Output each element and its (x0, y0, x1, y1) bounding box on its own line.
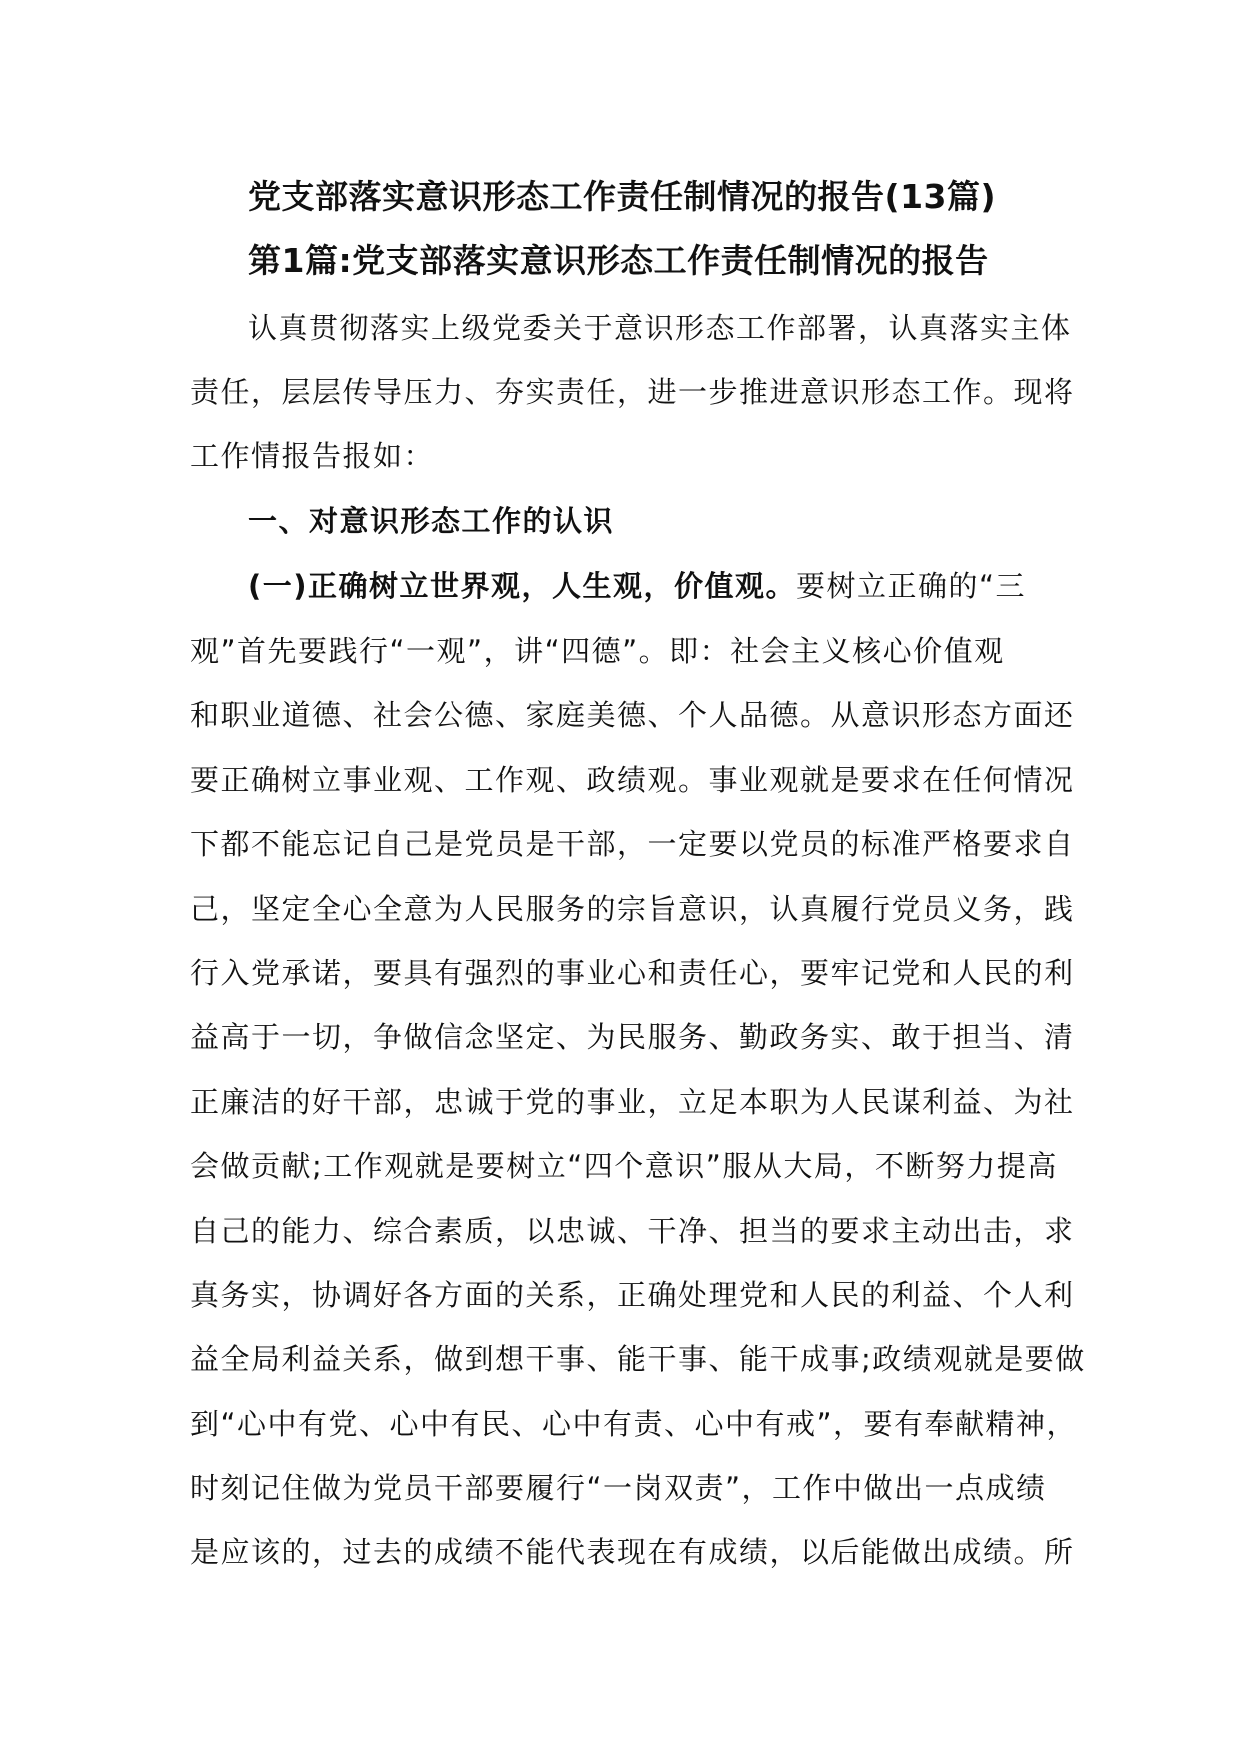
body-line: 是应该的，过去的成绩不能代表现在有成绩，以后能做出成绩。所 (190, 1535, 1075, 1569)
body-line: 益全局利益关系，做到想干事、能干事、能干成事;政绩观就是要做 (190, 1342, 1086, 1376)
body-line: 时刻记住做为党员干部要履行“一岗双责”，工作中做出一点成绩 (190, 1471, 1047, 1505)
body-line: 正廉洁的好干部，忠诚于党的事业，立足本职为人民谋利益、为社 (190, 1085, 1075, 1119)
subsection-text: 要树立正确的“三 (796, 569, 1027, 603)
intro-line: 责任，层层传导压力、夯实责任，进一步推进意识形态工作。现将 (190, 375, 1075, 409)
body-line: 行入党承诺，要具有强烈的事业心和责任心，要牢记党和人民的利 (190, 956, 1075, 990)
body-line: 己，坚定全心全意为人民服务的宗旨意识，认真履行党员义务，践 (190, 892, 1075, 926)
intro-line: 认真贯彻落实上级党委关于意识形态工作部署，认真落实主体 (248, 311, 1072, 345)
body-line: 益高于一切，争做信念坚定、为民服务、勤政务实、敢于担当、清 (190, 1020, 1075, 1054)
body-line: 观”首先要践行“一观”，讲“四德”。即：社会主义核心价值观 (190, 634, 1005, 668)
body-line: 和职业道德、社会公德、家庭美德、个人品德。从意识形态方面还 (190, 698, 1075, 732)
body-line: 真务实，协调好各方面的关系，正确处理党和人民的利益、个人利 (190, 1278, 1075, 1312)
document-subtitle: 第1篇:党支部落实意识形态工作责任制情况的报告 (248, 241, 989, 280)
body-line: 会做贡献;工作观就是要树立“四个意识”服从大局，不断努力提高 (190, 1149, 1058, 1183)
body-line: 下都不能忘记自己是党员是干部，一定要以党员的标准严格要求自 (190, 827, 1075, 861)
subsection-heading: (一)正确树立世界观，人生观，价值观。 (248, 569, 797, 603)
document-title: 党支部落实意识形态工作责任制情况的报告(13篇) (248, 177, 997, 216)
body-line: 要正确树立事业观、工作观、政绩观。事业观就是要求在任何情况 (190, 763, 1075, 797)
section-heading: 一、对意识形态工作的认识 (248, 504, 615, 538)
body-line: 到“心中有党、心中有民、心中有责、心中有戒”，要有奉献精神， (190, 1407, 1078, 1441)
subsection-first-line (248, 566, 1128, 606)
body-line: 自己的能力、综合素质，以忠诚、干净、担当的要求主动出击，求 (190, 1214, 1075, 1248)
intro-line: 工作情报告报如： (190, 439, 435, 473)
